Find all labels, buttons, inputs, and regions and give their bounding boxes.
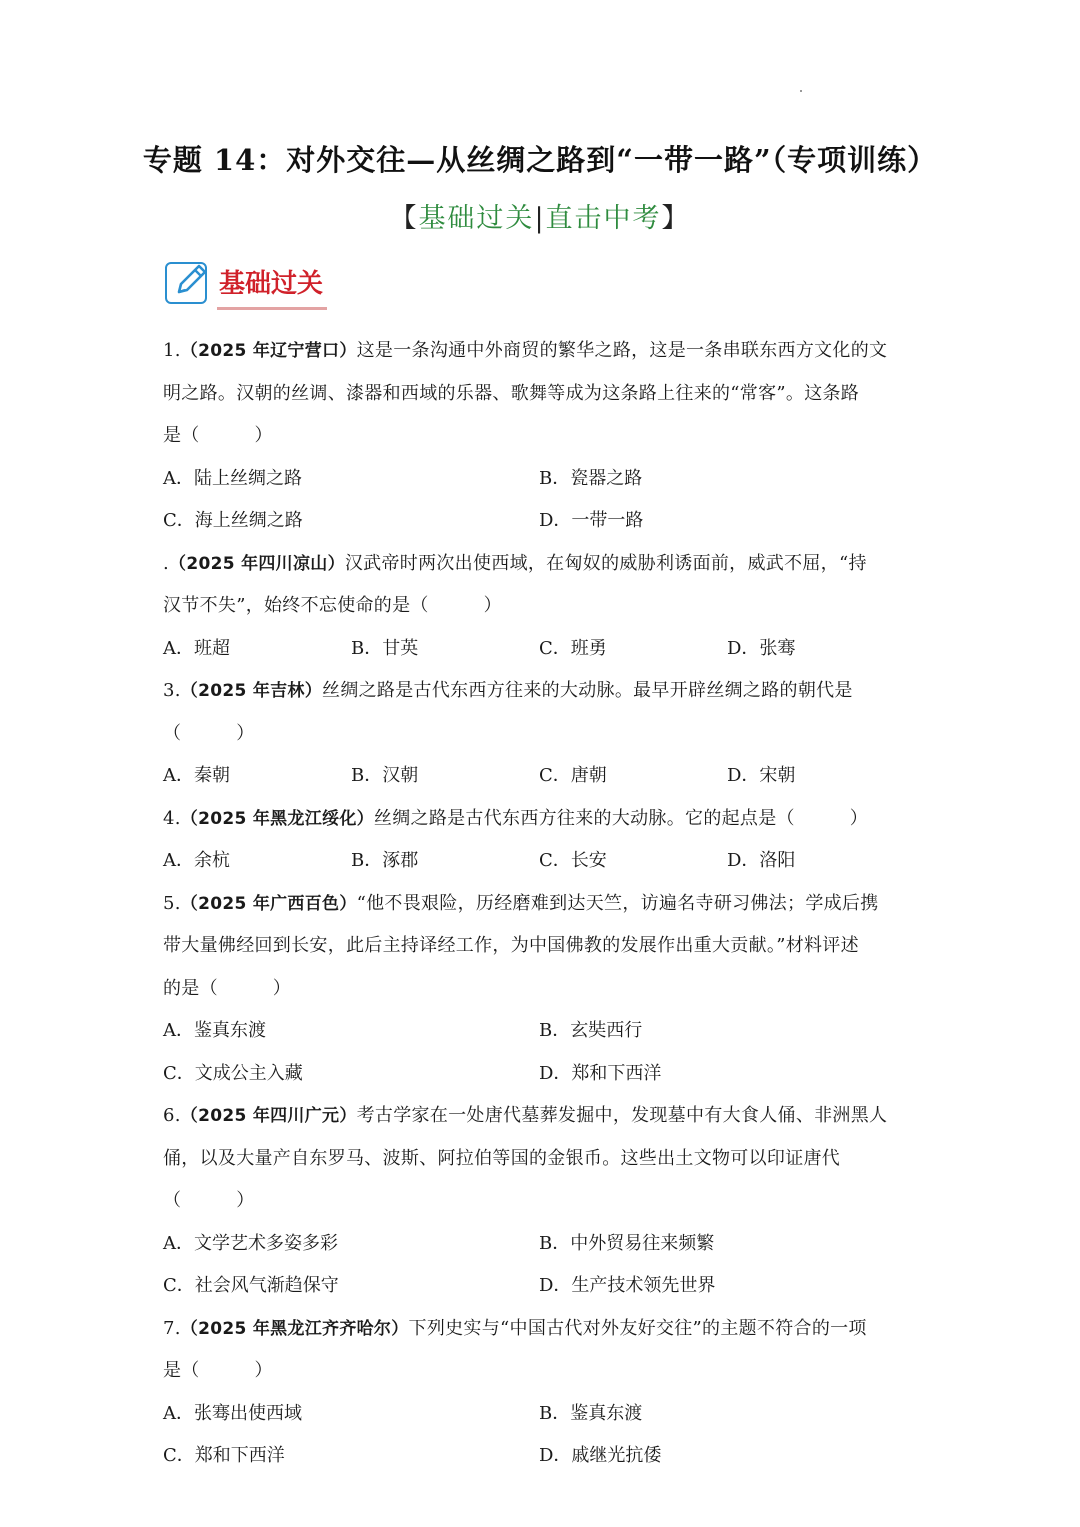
question-number: 5.	[163, 892, 181, 914]
question-number: 7.	[163, 1317, 181, 1339]
question-text-line	[163, 373, 923, 416]
question-text: 汉节不失”，始终不忘使命的是（ ）	[163, 595, 502, 616]
option-d[interactable]: D．郑和下西洋	[539, 1062, 662, 1084]
option-c[interactable]: C．社会风气渐趋保守	[163, 1275, 339, 1296]
option-d[interactable]: D．张骞	[727, 637, 796, 659]
question-text-line	[163, 883, 923, 926]
option-a[interactable]: A．陆上丝绸之路	[163, 467, 302, 489]
options-row	[163, 628, 923, 671]
option-c[interactable]: C．班勇	[539, 637, 607, 659]
option-a[interactable]: A．张骞出使西域	[163, 1402, 302, 1424]
option-a[interactable]: A．秦朝	[163, 765, 230, 786]
question-source: （2025 年黑龙江齐齐哈尔）	[180, 1318, 409, 1339]
question-5	[163, 883, 923, 1096]
option-d[interactable]: D．生产技术领先世界	[539, 1275, 716, 1296]
options-row	[163, 755, 923, 798]
option-a[interactable]: A．鉴真东渡	[163, 1020, 266, 1041]
question-text: （ ）	[163, 1190, 255, 1211]
question-text-line	[163, 713, 923, 756]
subtitle	[0, 196, 1080, 235]
option-b[interactable]: B．甘英	[351, 637, 419, 659]
question-text: 这是一条沟通中外商贸的繁华之路，这是一条串联东西方文化的文	[356, 340, 888, 361]
question-text-line	[163, 330, 923, 373]
question-text-line	[163, 415, 923, 458]
question-text-line	[163, 968, 923, 1011]
scan-dot	[800, 90, 802, 92]
option-b[interactable]: B．汉朝	[351, 765, 419, 786]
subtitle-left: 基础过关	[418, 203, 535, 234]
question-text: 下列史实与“中国古代对外友好交往”的主题不符合的一项	[408, 1317, 867, 1339]
question-source: （2025 年四川凉山）	[169, 553, 345, 574]
option-d[interactable]: D．宋朝	[727, 765, 796, 786]
options-row	[163, 1223, 923, 1266]
options-row	[163, 1265, 923, 1308]
option-c[interactable]: C．文成公主入藏	[163, 1062, 303, 1084]
subtitle-open-bracket: 【	[389, 203, 419, 234]
question-text: 是（ ）	[163, 425, 273, 446]
option-b[interactable]: B．中外贸易往来频繁	[539, 1232, 715, 1254]
question-text-line	[163, 1350, 923, 1393]
question-text: （ ）	[163, 722, 255, 744]
options-row	[163, 1393, 923, 1436]
question-text-line	[163, 670, 923, 713]
option-d[interactable]: D．戚继光抗倭	[539, 1445, 662, 1466]
question-text-line	[163, 543, 923, 586]
section-label: 基础过关	[219, 263, 323, 304]
question-source: （2025 年吉林）	[180, 681, 323, 701]
question-source: （2025 年广西百色）	[180, 893, 357, 914]
question-text: 明之路。汉朝的丝调、漆器和西域的乐器、歌舞等成为这条路上往来的“常客”。这条路	[163, 382, 860, 404]
question-text: 丝绸之路是古代东西方往来的大动脉。最早开辟丝绸之路的朝代是	[322, 680, 853, 701]
question-text-line	[163, 585, 923, 628]
question-1	[163, 330, 923, 543]
question-text-line	[163, 1180, 923, 1223]
question-text: 丝绸之路是古代东西方往来的大动脉。它的起点是（ ）	[373, 807, 869, 829]
options-row	[163, 1010, 923, 1053]
pencil-icon	[165, 262, 207, 304]
question-source: （2025 年黑龙江绥化）	[180, 808, 374, 829]
option-b[interactable]: B．玄奘西行	[539, 1020, 643, 1041]
question-text-line	[163, 925, 923, 968]
option-b[interactable]: B．涿郡	[351, 850, 419, 871]
option-a[interactable]: A．余杭	[163, 850, 230, 871]
question-text-line	[163, 1138, 923, 1181]
question-number: 3.	[163, 680, 181, 701]
option-d[interactable]: D．一带一路	[539, 510, 644, 531]
question-text-line	[163, 798, 923, 841]
question-text: 是（ ）	[163, 1360, 273, 1381]
question-2	[163, 543, 923, 671]
options-row	[163, 458, 923, 501]
question-source: （2025 年四川广元）	[180, 1106, 357, 1126]
page-title: 专题 14：对外交往—从丝绸之路到“一带一路”（专项训练）	[142, 143, 938, 177]
question-text: 的是（ ）	[163, 977, 292, 999]
question-text: “他不畏艰险，历经磨难到达天竺，访遍名寺研习佛法；学成后携	[356, 892, 879, 914]
option-c[interactable]: C．长安	[539, 850, 607, 871]
question-text: 汉武帝时两次出使西域，在匈奴的威胁利诱面前，威武不屈，“持	[344, 552, 867, 574]
question-6	[163, 1095, 923, 1308]
option-a[interactable]: A．班超	[163, 637, 230, 659]
question-number: 4.	[163, 807, 181, 829]
question-3	[163, 670, 923, 798]
section-header	[165, 258, 323, 308]
options-row	[163, 1053, 923, 1096]
options-row	[163, 500, 923, 543]
question-4	[163, 798, 923, 883]
option-a[interactable]: A．文学艺术多姿多彩	[163, 1232, 338, 1254]
options-row	[163, 1435, 923, 1478]
option-c[interactable]: C．海上丝绸之路	[163, 510, 303, 531]
option-b[interactable]: B．瓷器之路	[539, 467, 643, 489]
option-d[interactable]: D．洛阳	[727, 850, 796, 871]
question-number: 1.	[163, 340, 181, 361]
question-source: （2025 年辽宁营口）	[180, 341, 357, 361]
question-text: 考古学家在一处唐代墓葬发掘中，发现墓中有大食人俑、非洲黑人	[356, 1105, 888, 1126]
question-7	[163, 1308, 923, 1478]
options-row	[163, 840, 923, 883]
option-c[interactable]: C．郑和下西洋	[163, 1445, 285, 1466]
subtitle-separator: |	[534, 203, 546, 234]
question-list	[163, 330, 923, 1478]
question-number: .	[163, 552, 170, 574]
option-b[interactable]: B．鉴真东渡	[539, 1402, 643, 1424]
question-text: 俑，以及大量产自东罗马、波斯、阿拉伯等国的金银币。这些出土文物可以印证唐代	[163, 1147, 841, 1169]
question-text: 带大量佛经回到长安，此后主持译经工作，为中国佛教的发展作出重大贡献。”材料评述	[163, 935, 859, 956]
question-text-line	[163, 1308, 923, 1351]
option-c[interactable]: C．唐朝	[539, 765, 607, 786]
subtitle-close-bracket: 】	[661, 203, 691, 234]
question-text-line	[163, 1095, 923, 1138]
question-number: 6.	[163, 1105, 181, 1126]
subtitle-right: 直击中考	[545, 203, 662, 234]
